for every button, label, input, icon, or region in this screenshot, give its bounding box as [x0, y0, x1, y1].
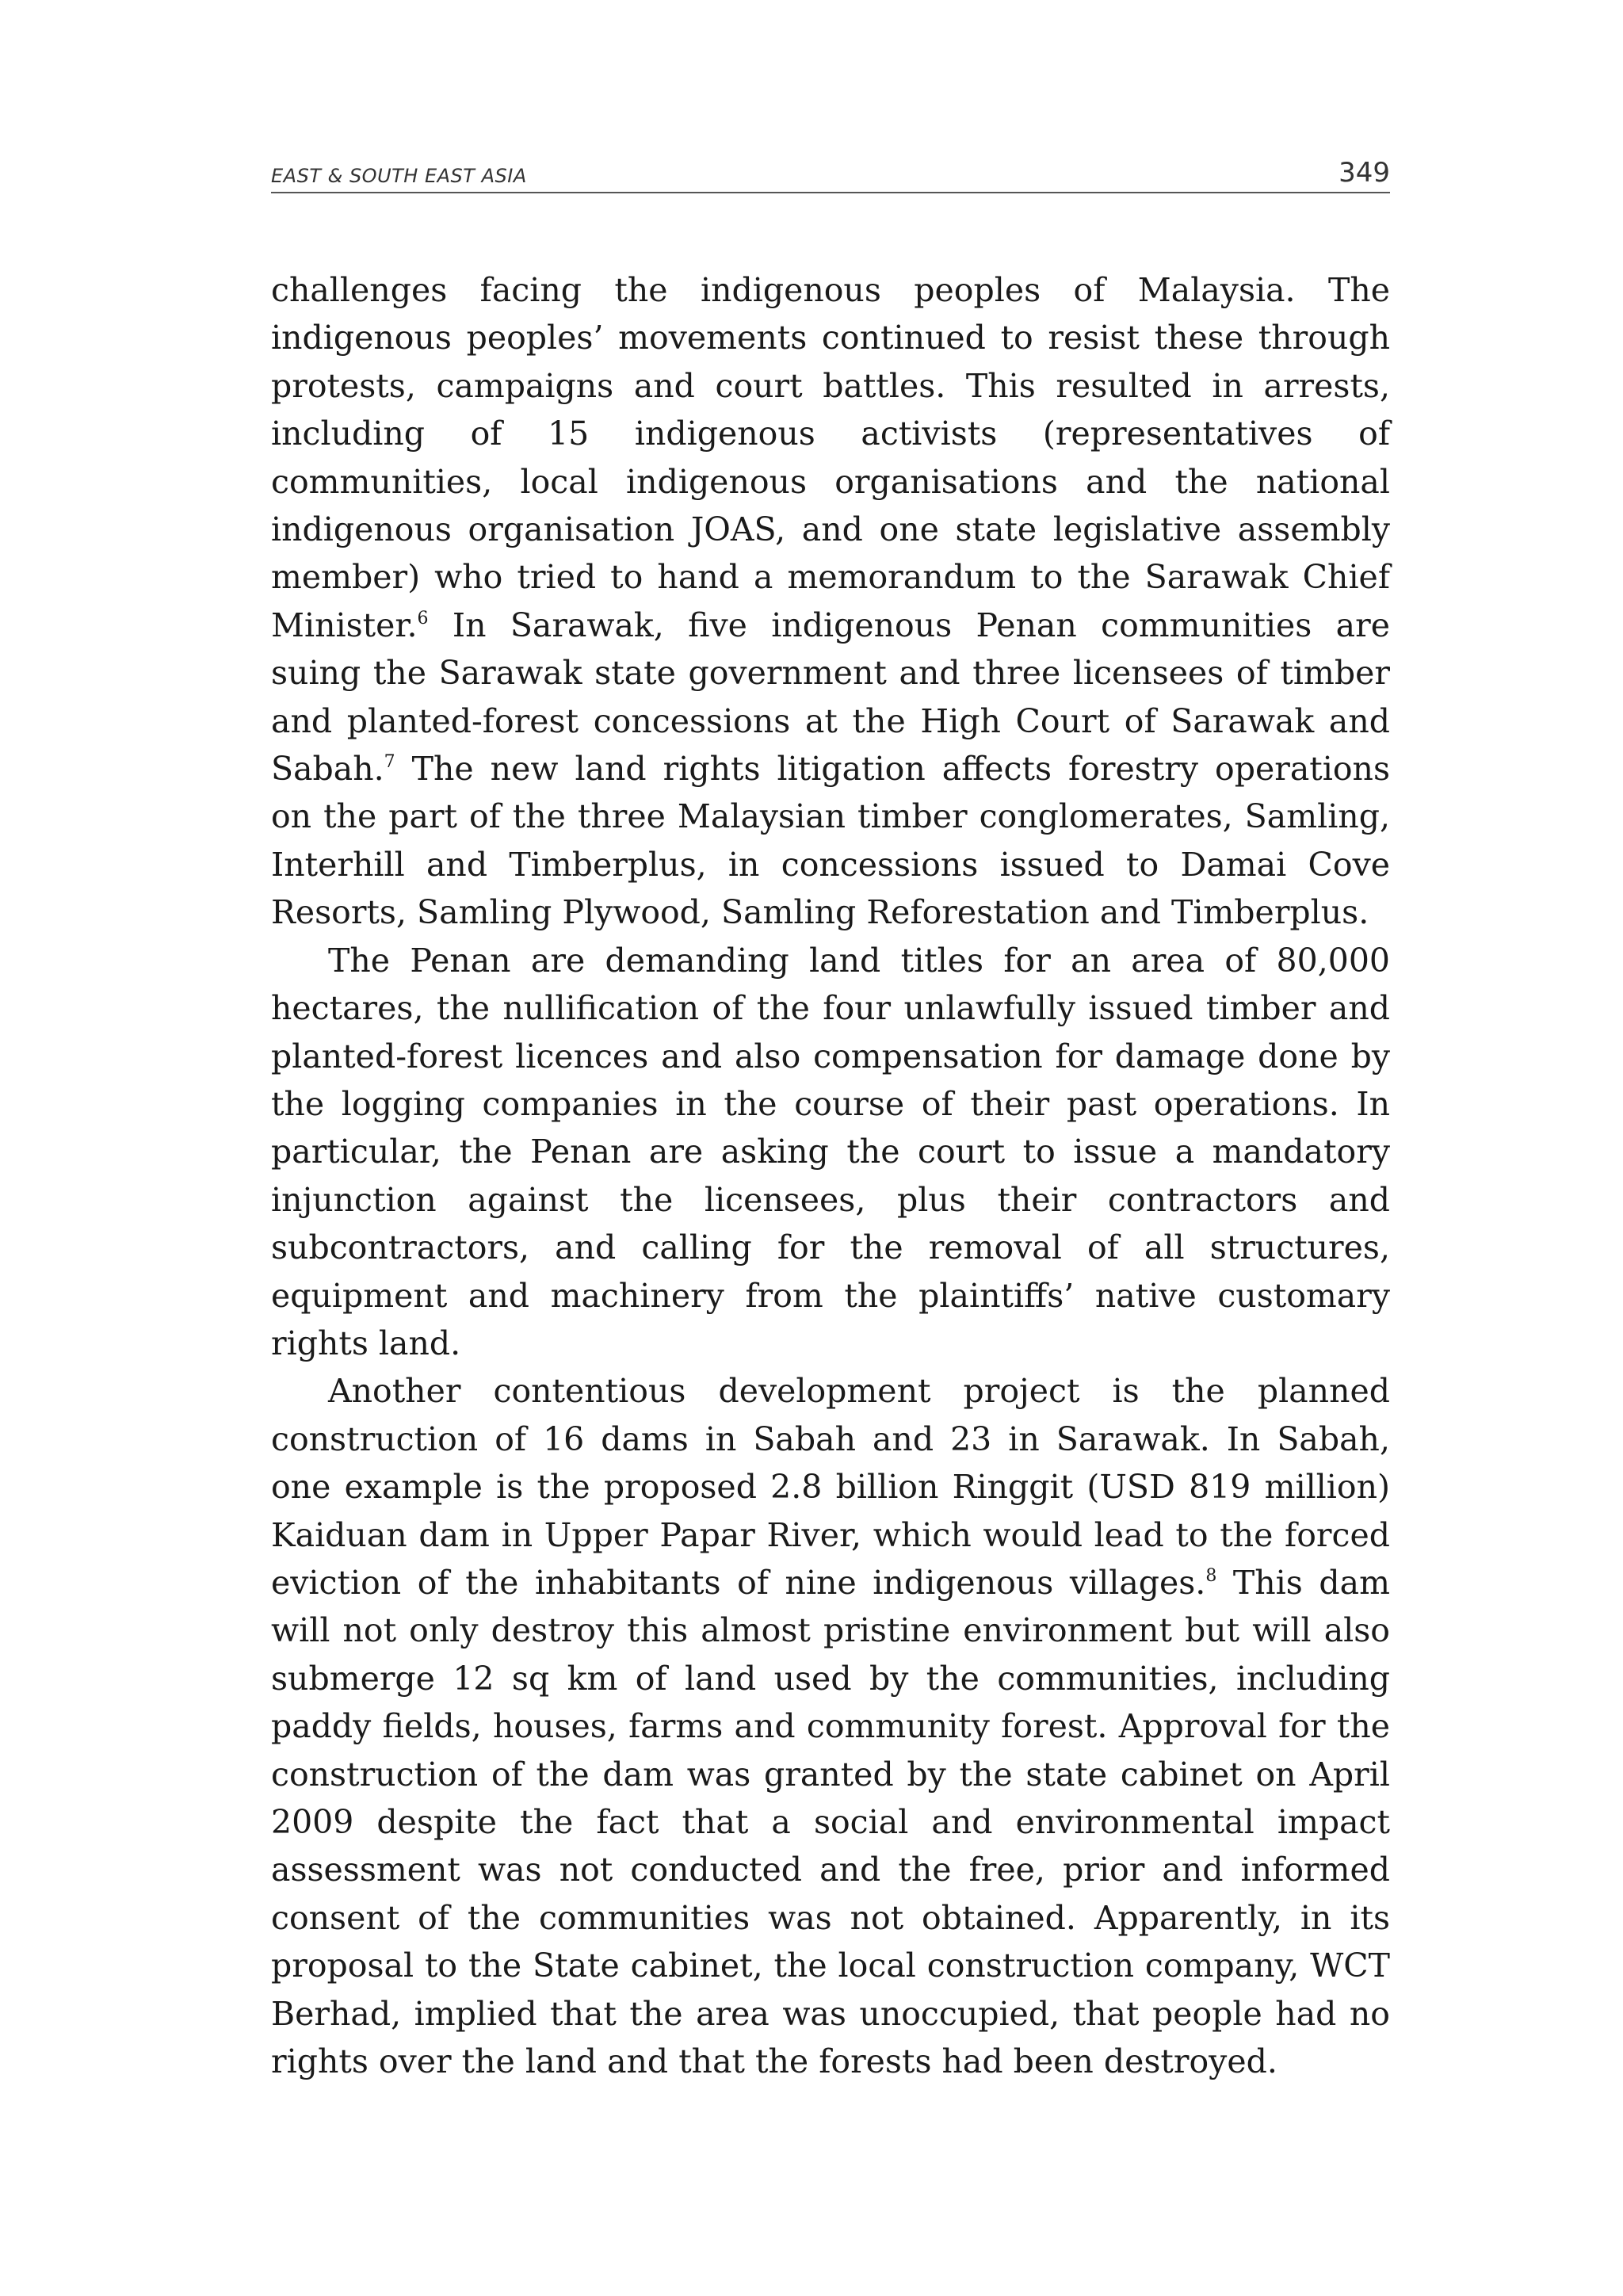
footnote-ref-6: 6 [417, 608, 429, 628]
paragraph-text: In Sarawak, five indigenous Penan communities are suing the Sarawak state government and three licensees of timber and planted-forest concessions at the High Court of Sarawak and Sabah. [271, 606, 1390, 789]
paragraph-text: Another contentious development project is the planned construction of 16 dams in Sabah and 23 in Sarawak. In Sabah, one example is the proposed 2.8 billion Ringgit (USD 819 million) Kaiduan dam in Upper Papar River, which would lead to the forced eviction of the inhabitants of nine indigenous villages. [271, 1372, 1390, 1602]
running-title: EAST & SOUTH EAST ASIA [271, 165, 527, 187]
paragraph-text: The new land rights litigation affects forestry operations on the part of the three Malaysian timber conglomerates, Samling, Interhill and Timberplus, in concessions issued to Damai Cove Resorts, Samling Plywood, Samling Reforestation and Timberplus. [271, 750, 1390, 932]
page-number: 349 [1338, 157, 1390, 189]
paragraph-1 [271, 266, 1390, 937]
body-text [271, 266, 1390, 2085]
footnote-ref-8: 8 [1205, 1565, 1217, 1586]
paragraph-3 [271, 1367, 1390, 2085]
paragraph-text: challenges facing the indigenous peoples of Malaysia. The indigenous peoples’ movements continued to resist these through protests, campaigns and court battles. This resulted in arrests, including of 15 indigenous activists (representatives of communities, local indigenous organisations and the national indigenous organisation JOAS, and one state legislative assembly member) who tried to hand a memorandum to the Sarawak Chief Minister. [271, 271, 1390, 644]
footnote-ref-7: 7 [384, 752, 395, 773]
paragraph-text: The Penan are demanding land titles for an area of 80,000 hectares, the nullification of the four unlawfully issued timber and planted-forest licences and also compensation for damage done by the logging companies in the course of their past operations. In particular, the Penan are asking the court to issue a mandatory injunction against the licensees, plus their contractors and subcontractors, and calling for the removal of all structures, equipment and machinery from the plaintiffs’ native customary rights land. [271, 941, 1390, 1362]
paragraph-2 [271, 937, 1390, 1368]
paragraph-text: This dam will not only destroy this almost pristine environment but will also submerge 12 sq km of land used by the communities, including paddy fields, houses, farms and community forest. Approval for the construction of the dam was granted by the state cabinet on April 2009 despite the fact that a social and environmental impact assessment was not conducted and the free, prior and informed consent of the communities was not obtained. Apparently, in its proposal to the State cabinet, the local construction company, WCT Berhad, implied that the area was unoccupied, that people had no rights over the land and that the forests had been destroyed. [271, 1563, 1390, 2081]
running-header [271, 151, 1390, 193]
